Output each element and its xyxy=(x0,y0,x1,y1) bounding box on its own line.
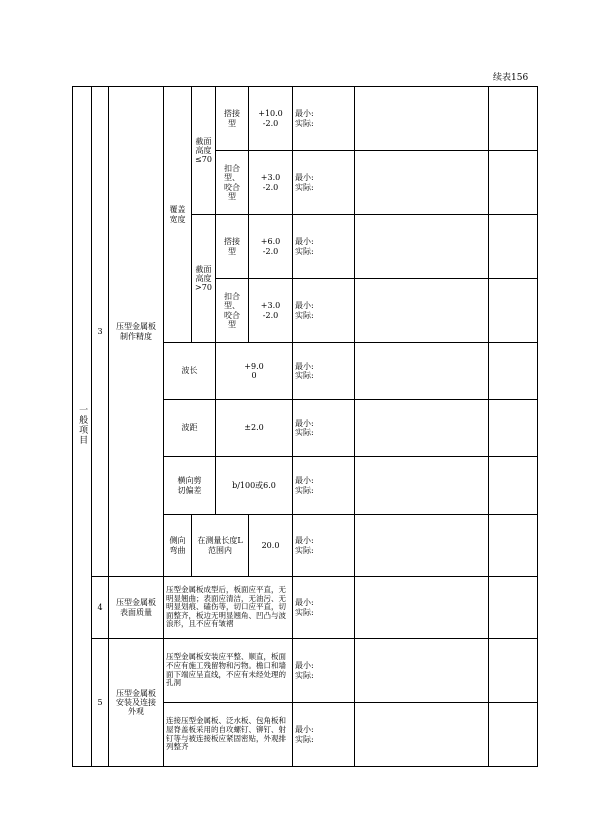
check-cell: 最小: 实际: xyxy=(293,577,355,639)
check-cell: 最小: 实际: xyxy=(293,279,355,343)
side-bend-label: 侧向 弯曲 xyxy=(164,515,192,577)
section-height-gt70: 截面 高度 >70 xyxy=(192,215,216,343)
check-cell: 最小: 实际: xyxy=(293,639,355,703)
shear-deviation-label: 横向剪 切偏差 xyxy=(164,457,216,515)
wave-length-label: 波长 xyxy=(164,343,216,400)
tolerance-lap-gt70: +6.0 -2.0 xyxy=(249,215,293,279)
check-cell: 最小: 实际: xyxy=(293,703,355,767)
result-cell[interactable] xyxy=(489,151,538,215)
record-cell[interactable] xyxy=(355,577,489,639)
interlock-type-label: 扣合 型、 咬合 型 xyxy=(216,151,249,215)
item-5-number: 5 xyxy=(92,639,109,767)
record-cell[interactable] xyxy=(355,151,489,215)
record-cell[interactable] xyxy=(355,515,489,577)
result-cell[interactable] xyxy=(489,577,538,639)
tolerance-wave-pitch: ±2.0 xyxy=(216,400,293,457)
record-cell[interactable] xyxy=(355,279,489,343)
result-cell[interactable] xyxy=(489,639,538,703)
item-3-number: 3 xyxy=(92,87,109,577)
lap-type-label: 搭接 型 xyxy=(216,215,249,279)
item-5-description-1: 压型金属板安装应平整、顺直，板面不应有施工残留物和污物。檐口和墙面下端应呈直线，不应有未经处理的孔洞 xyxy=(164,639,293,703)
result-cell[interactable] xyxy=(489,515,538,577)
result-cell[interactable] xyxy=(489,457,538,515)
check-cell: 最小: 实际: xyxy=(293,400,355,457)
item-3-name: 压型金属板 制作精度 xyxy=(109,87,164,577)
category-cell: 一般项目 xyxy=(73,87,92,767)
result-cell[interactable] xyxy=(489,215,538,279)
side-bend-range: 在测量长度L 范围内 xyxy=(192,515,249,577)
record-cell[interactable] xyxy=(355,215,489,279)
result-cell[interactable] xyxy=(489,343,538,400)
record-cell[interactable] xyxy=(355,87,489,151)
record-cell[interactable] xyxy=(355,639,489,703)
item-5-name: 压型金属板 安装及连接 外观 xyxy=(109,639,164,767)
section-height-le70: 截面 高度 ≤70 xyxy=(192,87,216,215)
item-4-name: 压型金属板 表面质量 xyxy=(109,577,164,639)
item-5-description-2: 连接压型金属板、泛水板、包角板和屋脊盖板采用的自攻螺钉、铆钉、射钉等与被连接板应紧固密贴，外观排列整齐 xyxy=(164,703,293,767)
check-cell: 最小: 实际: xyxy=(293,515,355,577)
wave-pitch-label: 波距 xyxy=(164,400,216,457)
check-cell: 最小: 实际: xyxy=(293,215,355,279)
coverage-width-label: 覆盖 宽度 xyxy=(164,87,192,343)
interlock-type-label: 扣合 型、 咬合 型 xyxy=(216,279,249,343)
tolerance-interlock-gt70: +3.0 -2.0 xyxy=(249,279,293,343)
result-cell[interactable] xyxy=(489,87,538,151)
check-cell: 最小: 实际: xyxy=(293,87,355,151)
continued-table-label: 续表156 xyxy=(493,73,529,83)
tolerance-wave-length: +9.0 0 xyxy=(216,343,293,400)
check-cell: 最小: 实际: xyxy=(293,343,355,400)
record-cell[interactable] xyxy=(355,457,489,515)
record-cell[interactable] xyxy=(355,703,489,767)
check-cell: 最小: 实际: xyxy=(293,151,355,215)
result-cell[interactable] xyxy=(489,703,538,767)
record-cell[interactable] xyxy=(355,343,489,400)
tolerance-lap-le70: +10.0 -2.0 xyxy=(249,87,293,151)
inspection-table xyxy=(72,86,538,767)
record-cell[interactable] xyxy=(355,400,489,457)
lap-type-label: 搭接 型 xyxy=(216,87,249,151)
result-cell[interactable] xyxy=(489,400,538,457)
tolerance-shear: b/100或6.0 xyxy=(216,457,293,515)
result-cell[interactable] xyxy=(489,279,538,343)
check-cell: 最小: 实际: xyxy=(293,457,355,515)
item-4-number: 4 xyxy=(92,577,109,639)
tolerance-interlock-le70: +3.0 -2.0 xyxy=(249,151,293,215)
item-4-description: 压型金属板成型后，板面应平直，无明显翘曲；表面应清洁，无油污、无明显划痕、磕伤等，切口应平直，切面整齐，板边无明显翘角、凹凸与波浪形，且不应有皱褶 xyxy=(164,577,293,639)
tolerance-side-bend: 20.0 xyxy=(249,515,293,577)
